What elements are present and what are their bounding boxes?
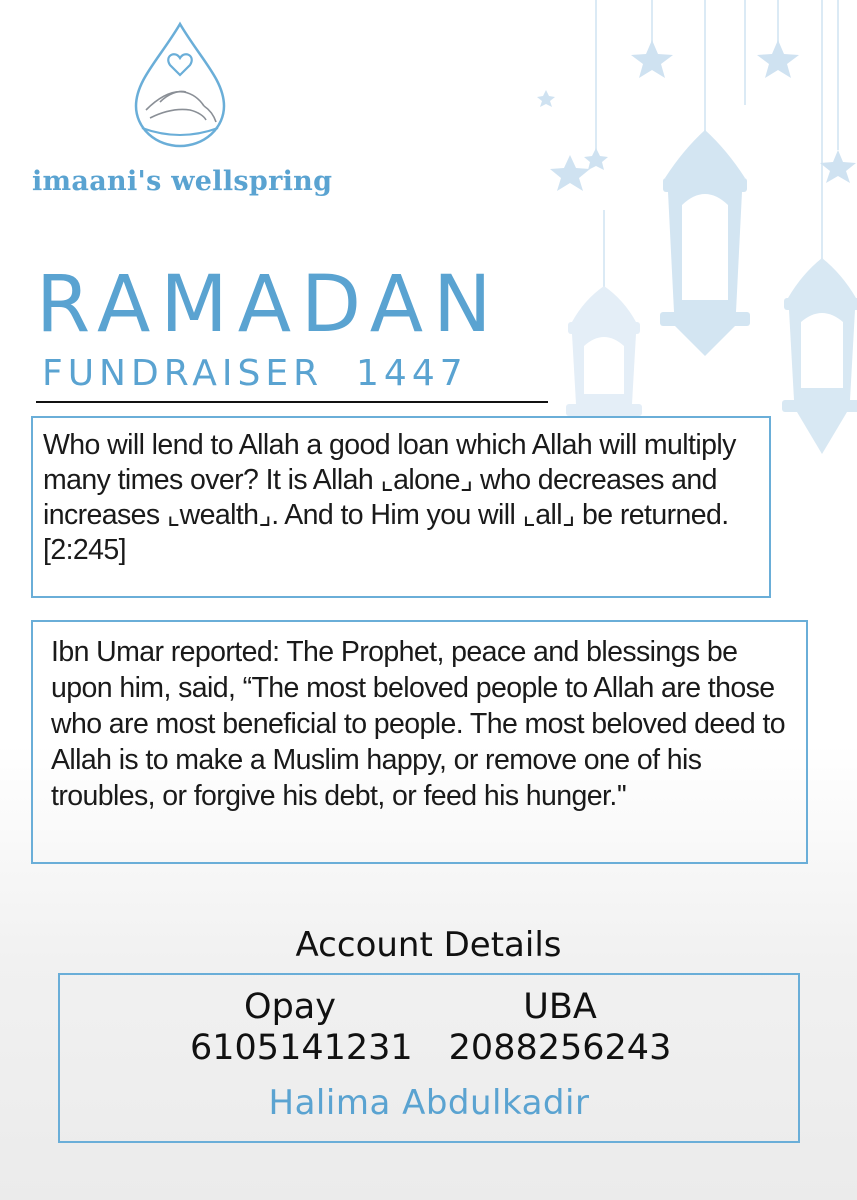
water-drop-logo-icon bbox=[120, 18, 240, 148]
bank-account-opay bbox=[190, 987, 413, 1069]
account-number: 2088256243 bbox=[448, 1028, 672, 1068]
lantern-icon bbox=[566, 286, 642, 416]
bank-name: UBA bbox=[523, 987, 597, 1027]
hadith-quote-box bbox=[31, 620, 808, 864]
quran-quote-box bbox=[31, 416, 771, 598]
account-holder-name: Halima Abdulkadir bbox=[268, 1083, 590, 1123]
title-divider bbox=[36, 401, 548, 403]
account-details-box bbox=[58, 973, 800, 1143]
hadith-quote-text: Ibn Umar reported: The Prophet, peace and blessings be upon him, said, “The most beloved people to Allah are those who are most beneficial to people. The most beloved deed to Allah is to make a Muslim happy, or remove one of his troubles, or forgive his debt, or feed his hunger.'' bbox=[51, 636, 786, 812]
heart-icon bbox=[168, 54, 191, 75]
quran-quote-text: Who will lend to Allah a good loan which Allah will multiply many times over? It is Allah ⌞alone⌟ who decreases and increases ⌞wealth⌟. And to Him you will ⌞all⌟ be returned. [2:245] bbox=[43, 429, 736, 566]
brand-name: imaani's wellspring bbox=[32, 166, 333, 197]
account-number: 6105141231 bbox=[190, 1028, 413, 1068]
page-subtitle: FUNDRAISER 1447 bbox=[42, 353, 468, 394]
lantern-icon bbox=[660, 130, 750, 356]
bank-name: Opay bbox=[244, 987, 336, 1027]
account-details-heading: Account Details bbox=[295, 925, 562, 965]
lantern-icon bbox=[782, 258, 857, 454]
page-title: RAMADAN bbox=[36, 260, 502, 350]
bank-account-uba bbox=[430, 987, 690, 1069]
hands-icon bbox=[146, 91, 216, 122]
